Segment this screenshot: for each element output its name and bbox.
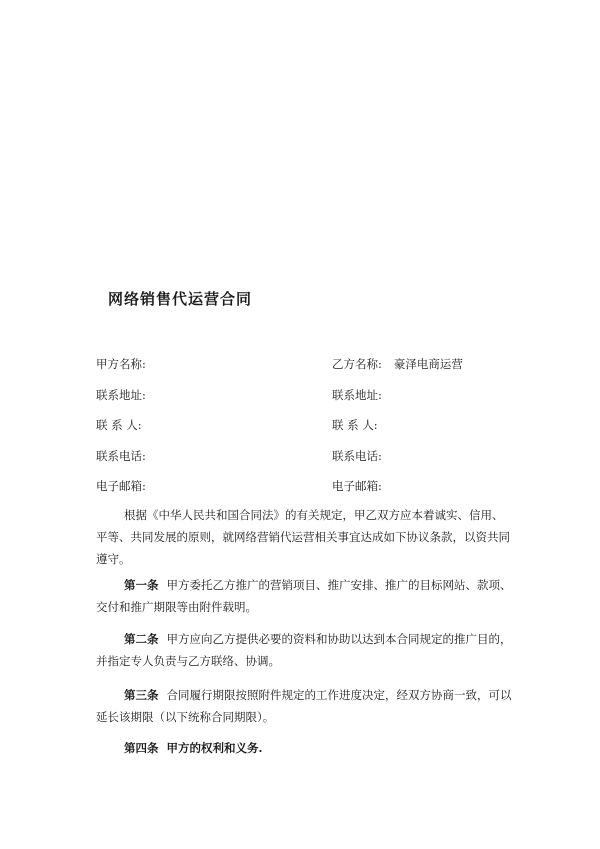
clause-1-text: 甲方委托乙方推广的营销项目、推广安排、推广的目标网站、款项、交付和推广期限等由附件载明。 (96, 578, 512, 614)
clause-2-number: 第二条 (124, 632, 159, 646)
clause-4-text: 甲方的权利和义务. (166, 741, 263, 755)
party-a-phone-label: 联系电话: (96, 449, 146, 463)
party-row-email (96, 478, 516, 494)
party-row-contact (96, 417, 516, 433)
party-b-contact-label: 联 系 人: (332, 418, 378, 432)
party-row-phone (96, 448, 516, 464)
party-b-email-label: 电子邮箱: (332, 479, 382, 493)
party-row-name (96, 356, 516, 372)
party-b-name (332, 356, 463, 372)
party-a-address-label: 联系地址: (96, 388, 146, 402)
clause-3-text: 合同履行期限按照附件规定的工作进度决定，经双方协商一致，可以延长该期限（以下统称合同期限）。 (96, 688, 512, 724)
party-b-address-label: 联系地址: (332, 388, 382, 402)
clause-4 (96, 737, 514, 759)
clause-4-number: 第四条 (124, 741, 159, 755)
party-a-email-label: 电子邮箱: (96, 479, 146, 493)
clause-3 (96, 684, 514, 728)
clause-2-text: 甲方应向乙方提供必要的资料和协助以达到本合同规定的推广目的，并指定专人负责与乙方联络、协调。 (96, 632, 512, 668)
intro-paragraph: 根据《中华人民共和国合同法》的有关规定，甲乙双方应本着诚实、信用、平等、共同发展的原则，就网络营销代运营相关事宜达成如下协议条款，以资共同遵守。 (96, 508, 510, 566)
party-b-name-value: 豪泽电商运营 (393, 357, 463, 371)
clause-2 (96, 628, 514, 672)
party-a-name-label: 甲方名称: (96, 357, 146, 371)
clause-3-number: 第三条 (124, 688, 159, 702)
party-row-address (96, 387, 516, 403)
party-b-phone-label: 联系电话: (332, 449, 382, 463)
document-title: 网络销售代运营合同 (108, 290, 253, 308)
clause-1-number: 第一条 (124, 578, 159, 592)
clause-1 (96, 574, 514, 618)
party-a-contact-label: 联 系 人: (96, 418, 142, 432)
party-b-name-label: 乙方名称: (332, 357, 382, 371)
